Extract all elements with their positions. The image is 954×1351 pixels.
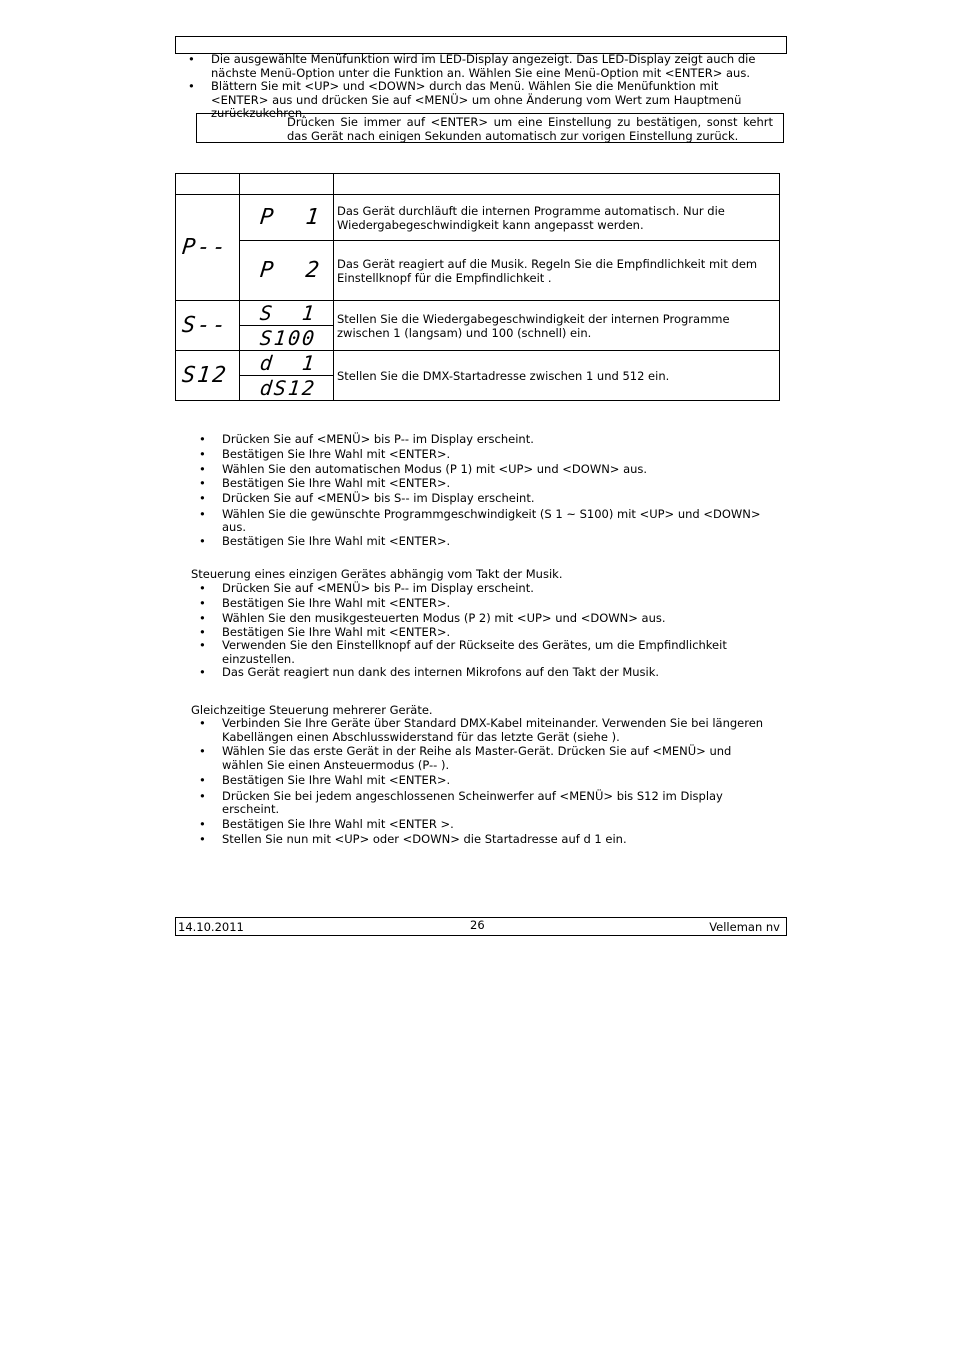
list-item: • Bestätigen Sie Ihre Wahl mit <ENTER>. [175,597,775,611]
note-text: Drücken Sie immer auf <ENTER> um eine Einstellung zu bestätigen, sonst kehrt das Gerät nach einigen Sekunden automatisch zur vorigen Einstellung zurück. [287,115,773,143]
table-header-cell [176,174,240,195]
list-item: • Wählen Sie die gewünschte Programmgeschwindigkeit (S 1 ~ S100) mit <UP> und <DOWN> aus. [175,508,775,535]
led-code: S100 [258,326,318,350]
list-item: • Bestätigen Sie Ihre Wahl mit <ENTER >. [175,818,775,832]
description-cell: Das Gerät reagiert auf die Musik. Regeln Sie die Empfindlichkeit mit dem Einstellknopf für die Empfindlichkeit . [334,241,780,301]
menu-table [175,173,780,401]
list-item: • Drücken Sie auf <MENÜ> bis P-- im Display erscheint. [175,582,775,596]
led-code: S12 [180,363,230,388]
footer-page-number: 26 [470,918,485,932]
list-item: • Bestätigen Sie Ihre Wahl mit <ENTER>. [175,448,775,462]
list-item: • Das Gerät reagiert nun dank des internen Mikrofons auf den Takt der Musik. [175,666,775,680]
list-item: • Bestätigen Sie Ihre Wahl mit <ENTER>. [175,774,775,788]
description-cell: Stellen Sie die Wiedergabegeschwindigkeit der internen Programme zwischen 1 (langsam) und 100 (schnell) ein. [334,301,780,351]
list-item: • Die ausgewählte Menüfunktion wird im LED-Display angezeigt. Das LED-Display zeigt auch die nächste Menü-Option unter die Funktion an. Wählen Sie eine Menü-Option mit <ENTER> aus. [175,53,775,80]
list-item: • Wählen Sie das erste Gerät in der Reihe als Master-Gerät. Drücken Sie auf <MENÜ> und wählen Sie einen Ansteuermodus (P-- ). [175,745,775,772]
section-dmx-mode [175,717,775,847]
sub-code-cell [240,195,334,241]
sub-code-cell [240,301,334,326]
list-item: • Wählen Sie den automatischen Modus (P 1) mit <UP> und <DOWN> aus. [175,463,775,477]
led-code: P-- [180,235,230,260]
main-code-cell [176,351,240,401]
sub-code-cell [240,326,334,351]
description-cell: Das Gerät durchläuft die internen Programme automatisch. Nur die Wiedergabegeschwindigkeit kann angepasst werden. [334,195,780,241]
page-footer [175,917,787,936]
section-dmx-intro: Gleichzeitige Steuerung mehrerer Geräte. [191,703,433,717]
led-code: P 1 [258,205,323,230]
list-item: • Bestätigen Sie Ihre Wahl mit <ENTER>. [175,477,775,491]
intro-bullet-list [175,53,775,121]
table-header-cell [240,174,334,195]
step-list [175,717,775,847]
sub-code-cell [240,241,334,301]
list-item: • Bestätigen Sie Ihre Wahl mit <ENTER>. [175,535,775,549]
list-item: • Bestätigen Sie Ihre Wahl mit <ENTER>. [175,626,775,640]
footer-company: Velleman nv [709,920,780,934]
list-item: • Blättern Sie mit <UP> und <DOWN> durch das Menü. Wählen Sie die Menüfunktion mit <ENTER> aus und drücken Sie auf <MENÜ> um ohne Änderung vom Wert zum Hauptmenü zurückzukehren. [175,80,775,121]
list-item: • Drücken Sie auf <MENÜ> bis P-- im Display erscheint. [175,433,775,447]
section-music-mode [175,582,775,680]
section-music-intro: Steuerung eines einzigen Gerätes abhängig vom Takt der Musik. [191,567,563,581]
sub-code-cell [240,376,334,401]
sub-code-cell [240,351,334,376]
list-item: • Verbinden Sie Ihre Geräte über Standard DMX-Kabel miteinander. Verwenden Sie bei längeren Kabellängen einen Abschlusswiderstand für das letzte Gerät (siehe ). [175,717,775,744]
step-list [175,582,775,680]
step-list [175,433,775,548]
section-auto-mode [175,433,775,548]
footer-date: 14.10.2011 [178,920,244,934]
list-item: • Verwenden Sie den Einstellknopf auf der Rückseite des Gerätes, um die Empfindlichkeit einzustellen. [175,639,775,666]
list-item: • Drücken Sie bei jedem angeschlossenen Scheinwerfer auf <MENÜ> bis S12 im Display erscheint. [175,790,775,817]
note-box [196,113,784,143]
main-code-cell [176,195,240,301]
led-code: S 1 [258,301,318,325]
led-code: dS12 [258,376,318,400]
list-item: • Wählen Sie den musikgesteuerten Modus (P 2) mit <UP> und <DOWN> aus. [175,612,775,626]
led-code: P 2 [258,258,323,283]
led-code: S-- [180,313,230,338]
description-cell: Stellen Sie die DMX-Startadresse zwischen 1 und 512 ein. [334,351,780,401]
led-code: d 1 [258,351,318,375]
list-item: • Stellen Sie nun mit <UP> oder <DOWN> die Startadresse auf d 1 ein. [175,833,775,847]
list-item: • Drücken Sie auf <MENÜ> bis S-- im Display erscheint. [175,492,775,506]
main-code-cell [176,301,240,351]
table-header-cell [334,174,780,195]
